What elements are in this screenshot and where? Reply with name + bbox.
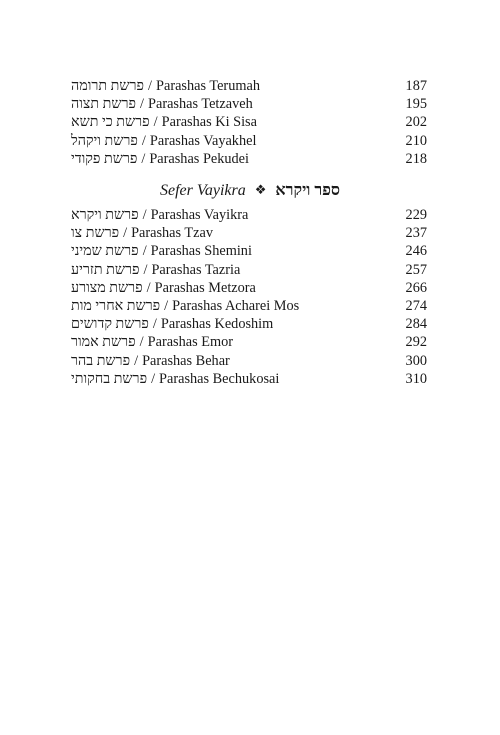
- toc-entry-english: Parashas Vayakhel: [149, 132, 257, 149]
- toc-entry-separator: /: [141, 132, 146, 149]
- toc-entry-title: [71, 261, 240, 279]
- toc-entry-separator: /: [146, 279, 151, 296]
- toc-entry-english: Parashas Shemini: [150, 243, 252, 260]
- toc-entry-page-number: 292: [405, 334, 427, 351]
- toc-entry-title: [71, 333, 233, 351]
- toc-entry-separator: /: [148, 78, 153, 94]
- toc-entry: [71, 224, 427, 242]
- ornament-icon: ❖: [254, 182, 267, 197]
- toc-entry-title: [71, 132, 256, 150]
- toc-entry-english: Parashas Ki Sisa: [161, 114, 257, 131]
- toc-section-shemos: [71, 77, 427, 168]
- toc-entry: [71, 242, 427, 260]
- section-heading-sefer-vayikra: [0, 180, 500, 202]
- toc-entry-hebrew: פרשת מצורע: [71, 279, 143, 296]
- toc-entry-hebrew: פרשת קדושים: [71, 316, 149, 333]
- toc-entry: [71, 95, 427, 113]
- toc-entry-title: [71, 77, 260, 95]
- toc-entry-page-number: 274: [405, 297, 427, 314]
- toc-entry-title: [71, 224, 213, 242]
- section-heading-hebrew: ספר ויקרא: [275, 182, 341, 199]
- toc-entry-separator: /: [164, 297, 169, 314]
- toc-entry-hebrew: פרשת שמיני: [71, 243, 139, 260]
- toc-entry-title: [71, 279, 256, 297]
- toc-entry-page-number: 284: [405, 316, 427, 333]
- toc-entry-english: Parashas Emor: [147, 334, 234, 351]
- toc-entry-separator: /: [140, 96, 145, 113]
- toc-entry-separator: /: [139, 334, 144, 351]
- toc-entry: [71, 297, 427, 315]
- toc-entry-page-number: 210: [405, 132, 427, 149]
- toc-entry-separator: /: [141, 150, 146, 167]
- toc-entry-title: [71, 352, 230, 370]
- toc-entry-separator: /: [142, 207, 147, 223]
- toc-entry-hebrew: פרשת בחקותי: [71, 370, 148, 387]
- toc-entry-page-number: 237: [405, 225, 427, 242]
- toc-entry-page-number: 195: [405, 96, 427, 113]
- toc-entry-english: Parashas Metzora: [154, 279, 256, 296]
- toc-entry-separator: /: [134, 352, 139, 369]
- toc-entry-english: Parashas Acharei Mos: [172, 297, 300, 314]
- toc-entry-hebrew: פרשת בהר: [71, 352, 131, 369]
- toc-entry-english: Parashas Terumah: [156, 78, 260, 94]
- toc-entry-english: Parashas Tetzaveh: [148, 96, 253, 113]
- toc-entry-hebrew: פרשת ויקרא: [71, 207, 139, 223]
- toc-entry-english: Parashas Vayikra: [150, 207, 249, 223]
- toc-entry-title: [71, 370, 279, 388]
- toc-entry: [71, 113, 427, 131]
- toc-entry: [71, 261, 427, 279]
- toc-entry: [71, 279, 427, 297]
- toc-entry-page-number: 246: [405, 243, 427, 260]
- toc-entry: [71, 150, 427, 168]
- toc-entry-separator: /: [152, 316, 157, 333]
- toc-entry-separator: /: [153, 114, 158, 131]
- toc-entry-title: [71, 150, 249, 168]
- section-heading-english: Sefer Vayikra: [159, 182, 246, 199]
- toc-entry: [71, 352, 427, 370]
- toc-entry-title: [71, 95, 253, 113]
- toc-entry-page-number: 266: [405, 279, 427, 296]
- toc-entry: [71, 132, 427, 150]
- toc-entry-page-number: 229: [405, 207, 427, 223]
- toc-entry-english: Parashas Behar: [142, 352, 230, 369]
- toc-entry-english: Parashas Pekudei: [149, 150, 250, 167]
- toc-entry: [71, 77, 427, 95]
- toc-entry-title: [71, 113, 257, 131]
- toc-entry: [71, 315, 427, 333]
- toc-entry-separator: /: [123, 225, 128, 242]
- toc-entry-english: Parashas Kedoshim: [160, 316, 274, 333]
- toc-entry-hebrew: פרשת פקודי: [71, 150, 138, 167]
- toc-entry-hebrew: פרשת כי תשא: [71, 114, 150, 131]
- toc-entry-hebrew: פרשת תזריע: [71, 261, 140, 278]
- toc-entry-title: [71, 315, 273, 333]
- toc-entry-page-number: 300: [405, 352, 427, 369]
- toc-entry-title: [71, 242, 252, 260]
- toc-section-vayikra: [71, 206, 427, 388]
- toc-entry-hebrew: פרשת צו: [71, 225, 120, 242]
- toc-entry-page-number: 218: [405, 150, 427, 167]
- toc-entry-hebrew: פרשת אחרי מות: [71, 297, 161, 314]
- toc-entry-english: Parashas Tzav: [131, 225, 213, 242]
- toc-entry: [71, 370, 427, 388]
- toc-entry-page-number: 202: [405, 114, 427, 131]
- toc-entry-english: Parashas Tazria: [151, 261, 241, 278]
- toc-entry-page-number: 257: [405, 261, 427, 278]
- toc-entry-hebrew: פרשת אמור: [71, 334, 136, 351]
- toc-entry: [71, 206, 427, 224]
- toc-entry-separator: /: [142, 243, 147, 260]
- toc-entry-page-number: 187: [405, 78, 427, 94]
- toc-entry-title: [71, 206, 248, 224]
- toc-entry-english: Parashas Bechukosai: [159, 370, 280, 387]
- toc-entry-title: [71, 297, 299, 315]
- toc-entry: [71, 333, 427, 351]
- toc-entry-separator: /: [143, 261, 148, 278]
- toc-entry-hebrew: פרשת תצוה: [71, 96, 137, 113]
- toc-entry-page-number: 310: [405, 370, 427, 387]
- toc-entry-separator: /: [151, 370, 156, 387]
- toc-entry-hebrew: פרשת תרומה: [71, 78, 145, 94]
- toc-entry-hebrew: פרשת ויקהל: [71, 132, 138, 149]
